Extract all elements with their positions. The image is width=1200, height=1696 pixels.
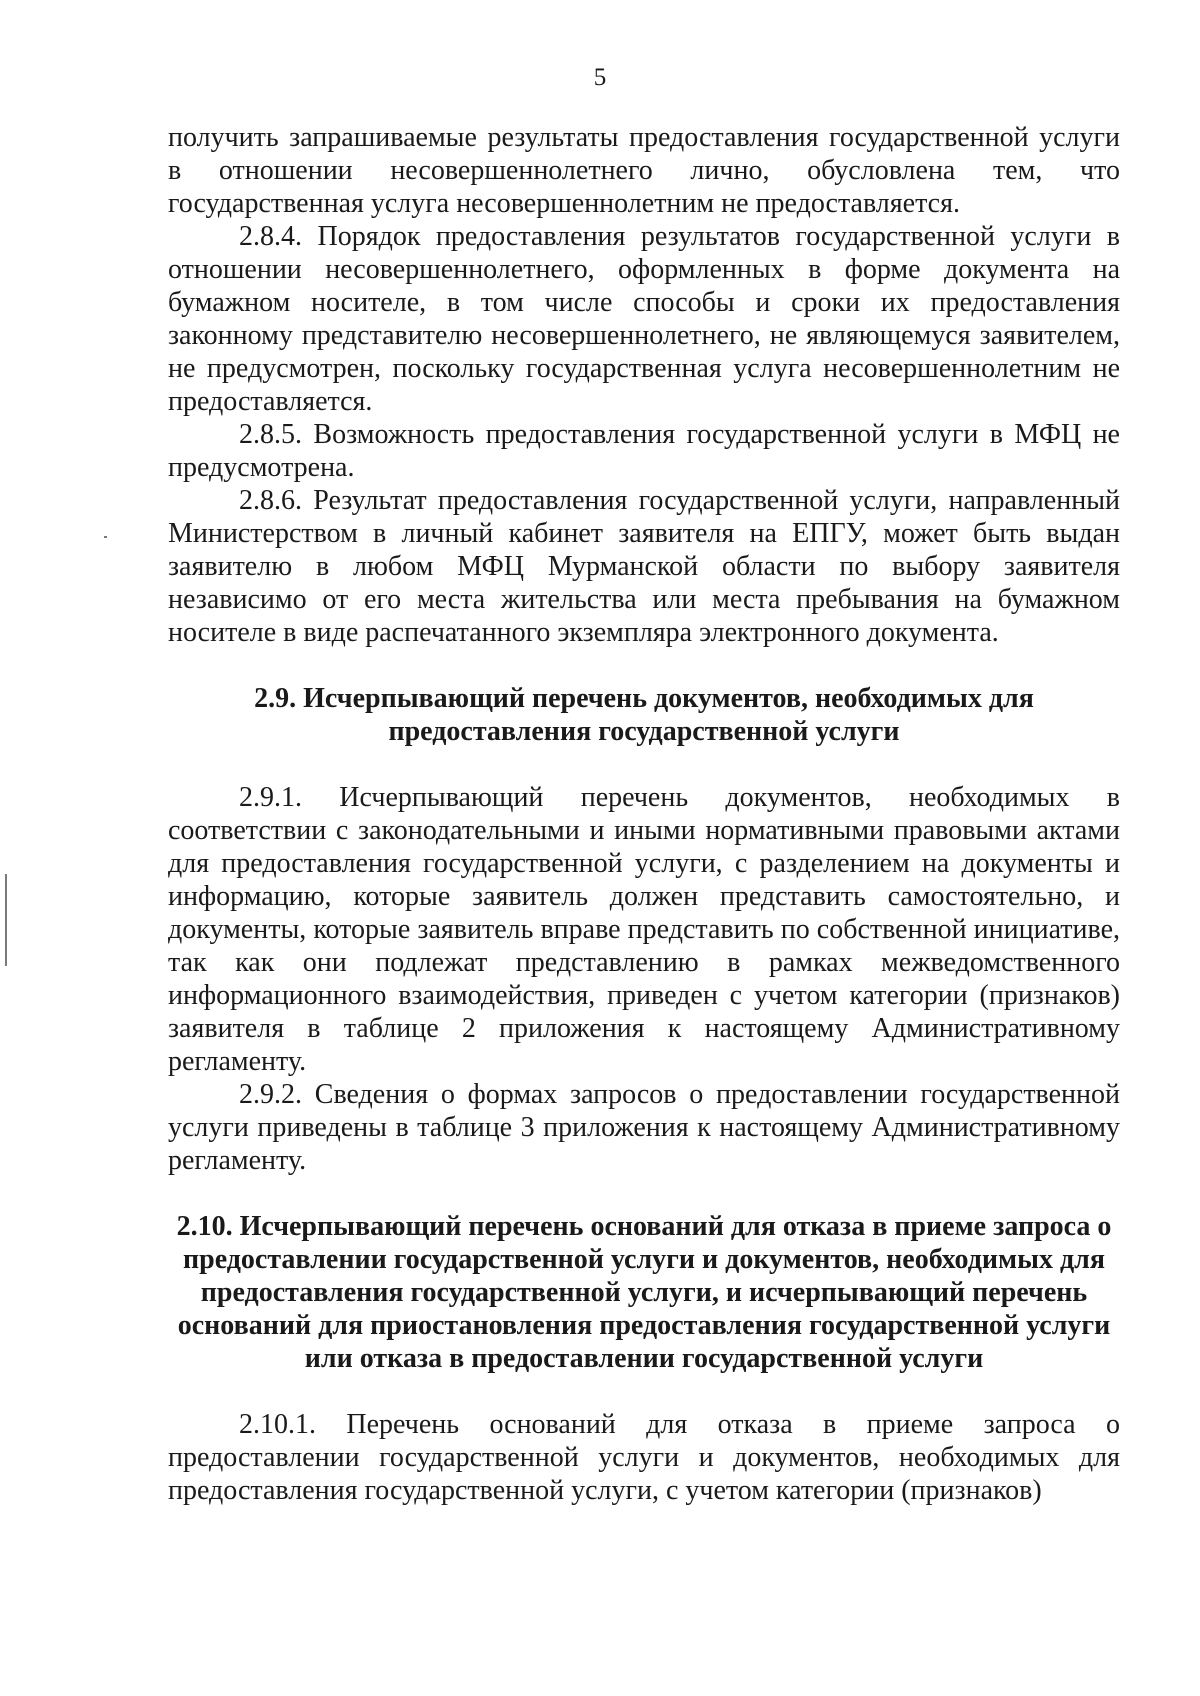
document-body [168, 121, 1120, 1507]
paragraph-2-9-2: 2.9.2. Сведения о формах запросов о предоставлении государственной услуги приведены в таблице 3 приложения к настоящему Административному регламенту. [168, 1079, 1120, 1176]
section-heading-2-10: 2.10. Исчерпывающий перечень оснований для отказа в приеме запроса о предоставлении государственной услуги и документов, необходимых для предоставления государственной услуги, и исчерпывающий перечень оснований для приостановления предоставления государственной услуги или отказа в предоставлении государственной услуги [176, 1211, 1112, 1374]
paragraph-2-10-1: 2.10.1. Перечень оснований для отказа в приеме запроса о предоставлении государственной услуги и документов, необходимых для предоставления государственной услуги, с учетом категории (признаков) [168, 1409, 1120, 1506]
paragraph-2-8-4: 2.8.4. Порядок предоставления результатов государственной услуги в отношении несовершеннолетнего, оформленных в форме документа на бумажном носителе, в том числе способы и сроки их предоставления законному представителю несовершеннолетнего, не являющемуся заявителем, не предусмотрен, поскольку государственная услуга несовершеннолетним не предоставляется. [168, 221, 1120, 417]
paragraph-2-8-5: 2.8.5. Возможность предоставления государственной услуги в МФЦ не предусмотрена. [168, 419, 1120, 483]
paragraph-2-8-6: 2.8.6. Результат предоставления государственной услуги, направленный Министерством в личный кабинет заявителя на ЕПГУ, может быть выдан заявителю в любом МФЦ Мурманской области по выбору заявителя независимо от его места жительства или места пребывания на бумажном носителе в виде распечатанного экземпляра электронного документа. [168, 485, 1120, 648]
section-heading-2-9: 2.9. Исчерпывающий перечень документов, необходимых для предоставления государственной услуги [254, 683, 1034, 747]
page-number: 5 [593, 64, 607, 91]
scan-artifact-dot [104, 536, 107, 538]
paragraph-continuation: получить запрашиваемые результаты предоставления государственной услуги в отношении несовершеннолетнего лично, обусловлена тем, что государственная услуга несовершеннолетним не предоставляется. [168, 122, 1120, 219]
paragraph-2-9-1: 2.9.1. Исчерпывающий перечень документов, необходимых в соответствии с законодательными и иными нормативными правовыми актами для предоставления государственной услуги, с разделением на документы и информацию, которые заявитель должен представить самостоятельно, и документы, которые заявитель вправе представить по собственной инициативе, так как они подлежат представлению в рамках межведомственного информационного взаимодействия, приведен с учетом категории (признаков) заявителя в таблице 2 приложения к настоящему Административному регламенту. [168, 782, 1120, 1077]
scan-artifact-line [5, 874, 7, 966]
